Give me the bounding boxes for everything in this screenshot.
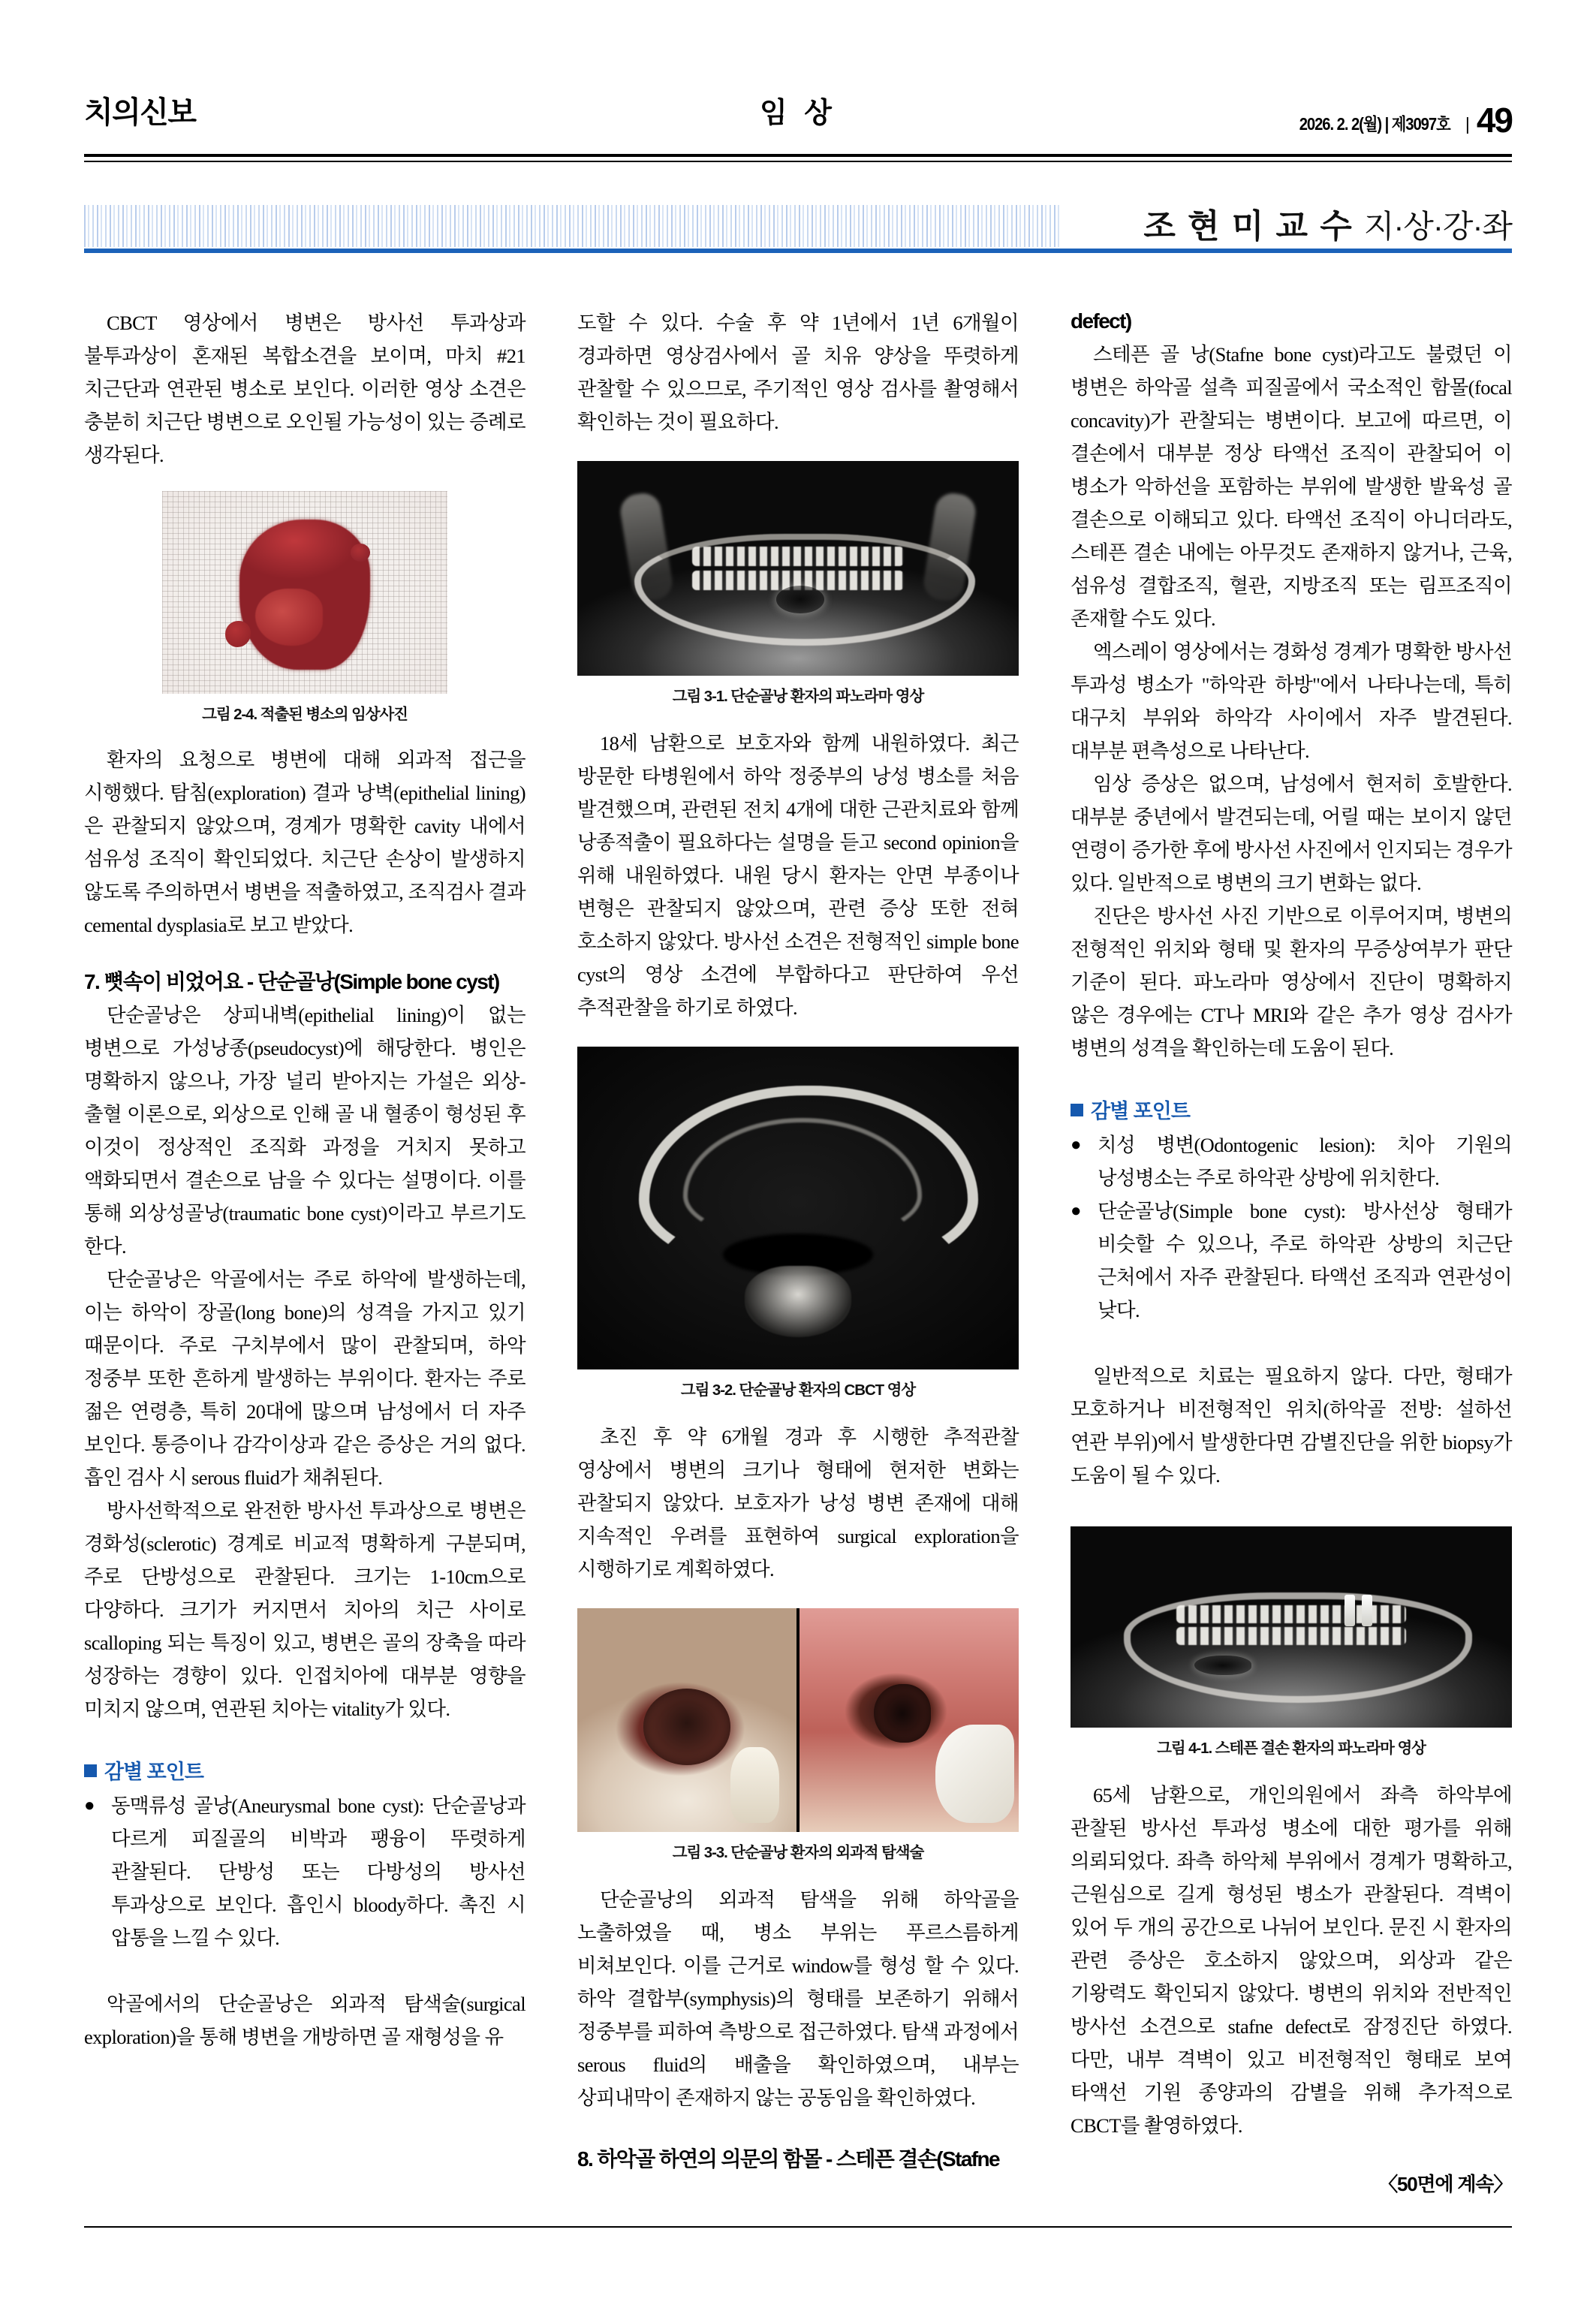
paragraph: 엑스레이 영상에서는 경화성 경계가 명확한 방사선 투과성 병소가 "하악관 하방"에서 나타나는데, 특히 대구치 부위와 하악각 사이에서 자주 발견된다. 대부분 편측성으로 나타난다. (1071, 640, 1512, 762)
radiolucent-lesion (776, 586, 825, 613)
differential-points-list (84, 1789, 525, 1954)
paragraph: CBCT 영상에서 병변은 방사선 투과상과 불투과상이 혼재된 복합소견을 보이며, 마치 #21 치근단과 연관된 병소로 보인다. 이러한 영상 소견은 충분히 치근단 병변으로 오인될 가능성이 있는 증례로 생각된다. (84, 312, 525, 466)
column-1 (84, 306, 525, 2198)
surgical-photo-right (800, 1608, 1019, 1832)
maxillary-teeth-row (692, 547, 904, 566)
figure-2-4 (84, 491, 525, 724)
figure-caption: 그림 2-4. 적출된 병소의 임상사진 (202, 706, 408, 723)
paragraph: 진단은 방사선 사진 기반으로 이루어지며, 병변의 전형적인 위치와 형태 및 환자의 무증상여부가 판단 기준이 된다. 파노라마 영상에서 진단이 명확하지 않은 경우에는 CT나 MRI와 같은 추가 영상 검사가 병변의 성격을 확인하는데 도움이 된다. (1071, 905, 1512, 1059)
series-band-title (1143, 199, 1512, 247)
list-item-text: 치성 병변(Odontogenic lesion): 치아 기원의 낭성병소는 주로 하악관 상방에 위치한다. (1098, 1134, 1512, 1189)
disc-bullet-icon: ● (84, 1796, 95, 1815)
dental-implant-2 (1362, 1595, 1372, 1626)
cbct-axial-image (577, 1047, 1019, 1369)
paragraph: 65세 남환으로, 개인의원에서 좌측 하악부에 관찰된 방사선 투과성 병소에 대한 평가를 위해 의뢰되었다. 좌측 하악체 부위에서 경계가 명확하고, 근원심으로 길게 형성된 병소가 관찰된다. 격벽이 있어 두 개의 공간으로 나뉘어 보인다. 문진 시 환자의 관련 증상은 호소하지 않았으며, 외상과 같은 기왕력도 확인되지 않았다. 병변의 위치와 전반적인 방사선 소견으로 stafne defect로 잠정진단 하였다. 다만, 내부 격벽이 있고 비전형적인 형태로 보여 타액선 기원 종양과의 감별을 위해 추가적으로 CBCT를 촬영하였다. (1071, 1784, 1512, 2137)
figure-4-1 (1071, 1526, 1512, 1758)
figure-3-2 (577, 1047, 1019, 1400)
dental-implant-1 (1345, 1595, 1355, 1626)
surgical-photo-left (577, 1608, 796, 1832)
mandibular-teeth-row (1176, 1627, 1406, 1645)
paragraph: 단순골낭의 외과적 탐색을 위해 하악골을 노출하였을 때, 병소 부위는 푸르스름하게 비쳐보인다. 이를 근거로 window를 형성 할 수 있다. 하악 결합부(symphysis)의 형태를 보존하기 위해서 정중부를 피하여 측방으로 접근하였다. 탐색 과정에서 serous fluid의 배출을 확인하였으며, 내부는 상피내막이 존재하지 않는 공동임을 확인하였다. (577, 1888, 1019, 2109)
series-band (84, 199, 1512, 253)
section-heading-8-continued: defect) (1071, 309, 1131, 333)
section-heading-8: 8. 하악골 하연의 의문의 함몰 - 스테픈 결손(Stafne (577, 2147, 999, 2171)
disc-bullet-icon: ● (1071, 1201, 1081, 1221)
paragraph: 환자의 요청으로 병변에 대해 외과적 접근을 시행했다. 탐침(exploration) 결과 낭벽(epithelial lining)은 관찰되지 않았으며, 경계가 명확한 cavity 내에서 섬유성 조직이 확인되었다. 치근단 손상이 발생하지 않도록 주의하면서 병변을 적출하였고, 조직검사 결과 cemental dysplasia로 보고 받았다. (84, 749, 525, 936)
panoramic-radiograph-stafne-defect (1071, 1526, 1512, 1728)
masthead-rule-thick (84, 154, 1512, 157)
paragraph: 도할 수 있다. 수술 후 약 1년에서 1년 6개월이 경과하면 영상검사에서 골 치유 양상을 뚜렷하게 관찰할 수 있으므로, 주기적인 영상 검사를 촬영해서 확인하는 것이 필요하다. (577, 312, 1019, 433)
paragraph: 단순골낭은 악골에서는 주로 하악에 발생하는데, 이는 하악이 장골(long bone)의 성격을 가지고 있기 때문이다. 주로 구치부에서 많이 관찰되며, 하악 정중부 또한 흔하게 발생하는 부위이다. 환자는 주로 젊은 연령층, 특히 20대에 많으며 남성에서 더 자주 보인다. 통증이나 감각이상과 같은 증상은 거의 없다. 흡인 검사 시 serous fluid가 채취된다. (84, 1268, 525, 1489)
continued-note: 〈50면에 계속〉 (1378, 2173, 1512, 2195)
figure-caption: 그림 3-3. 단순골낭 환자의 외과적 탐색술 (672, 1844, 924, 1861)
stafne-defect-radiolucency (1194, 1656, 1251, 1676)
list-item (1071, 1195, 1512, 1327)
masthead (84, 98, 1512, 159)
figure-caption: 그림 3-1. 단순골낭 환자의 파노라마 영상 (672, 688, 924, 705)
paragraph: 초진 후 약 6개월 경과 후 시행한 추적관찰 영상에서 병변의 크기나 형태에 현저한 변화는 관찰되지 않았다. 보호자가 낭성 병변 존재에 대해 지속적인 우려를 표현하여 surgical exploration을 시행하기로 계획하였다. (577, 1426, 1019, 1580)
article-columns (84, 306, 1512, 2198)
clinical-specimen-photo (162, 491, 447, 694)
column-3 (1071, 306, 1512, 2198)
paragraph: 악골에서의 단순골낭은 외과적 탐색술(surgical exploration)을 통해 병변을 개방하면 골 재형성을 유 (84, 1993, 525, 2048)
list-item-text: 동맥류성 골낭(Aneurysmal bone cyst): 단순골낭과 다르게 피질골의 비박과 팽융이 뚜렷하게 관찰된다. 단방성 또는 다방성의 방사선 투과상으로 보인다. 흡인시 bloody하다. 촉진 시 압통을 느낄 수 있다. (111, 1794, 525, 1949)
square-bullet-icon (84, 1764, 97, 1777)
bony-window (874, 1684, 931, 1742)
disc-bullet-icon: ● (1071, 1135, 1081, 1155)
publication-title: 치의신보 (84, 96, 196, 129)
series-label: 지·상·강·좌 (1363, 209, 1512, 244)
footer-rule (84, 2226, 1512, 2228)
list-item (1071, 1128, 1512, 1195)
series-band-underline (84, 249, 1512, 253)
column-2 (577, 306, 1019, 2198)
paragraph: 방사선학적으로 완전한 방사선 투과상으로 병변은 경화성(sclerotic) 경계로 비교적 명확하게 구분되며, 주로 단방성으로 관찰된다. 크기는 1-10cm으로 다양하다. 크기가 커지면서 치아의 치근 사이로 scalloping 되는 특징이 있고, 병변은 골의 장축을 따라 성장하는 경향이 있다. 인접치아에 대부분 영향을 미치지 않으며, 연관된 치아는 vitality가 있다. (84, 1499, 525, 1720)
differential-points-label: 감별 포인트 (1091, 1100, 1190, 1122)
paragraph: 일반적으로 치료는 필요하지 않다. 다만, 형태가 모호하거나 비전형적인 위치(하악골 전방: 설하선 연관 부위)에서 발생한다면 감별진단을 위한 biopsy가 도움이 될 수 있다. (1071, 1365, 1512, 1487)
masthead-meta (1289, 101, 1512, 140)
panoramic-radiograph-simple-bone-cyst (577, 461, 1019, 676)
paragraph: 단순골낭은 상피내벽(epithelial lining)이 없는 병변으로 가성낭종(pseudocyst)에 해당한다. 병인은 명확하지 않으나, 가장 널리 받아지는 가설은 외상-출혈 이론으로, 외상으로 인해 골 내 혈종이 형성된 후 이것이 정상적인 조직화 과정을 거치지 못하고 액화되면서 결손으로 남을 수 있다는 설명이다. 이를 통해 외상성골낭(traumatic bone cyst)이라고 부르기도 한다. (84, 1004, 525, 1258)
cervical-vertebra (745, 1266, 851, 1337)
series-author: 조 현 미 교 수 (1143, 208, 1354, 245)
blood-spot-1 (225, 621, 251, 647)
paragraph: 18세 남환으로 보호자와 함께 내원하였다. 최근 방문한 타병원에서 하악 정중부의 낭성 병소를 처음 발견했으며, 관련된 전치 4개에 대한 근관치료와 함께 낭종적출이 필요하다는 설명을 듣고 second opinion을 위해 내원하였다. 내원 당시 환자는 안면 부종이나 변형은 관찰되지 않았으며, 관련 증상 또한 전혀 호소하지 않았다. 방사선 소견은 전형적인 simple bone cyst의 영상 소견에 부합하다고 판단하여 우선 추적관찰을 하기로 하였다. (577, 732, 1019, 1019)
square-bullet-icon (1071, 1104, 1083, 1116)
differential-points-heading (84, 1755, 525, 1785)
surgical-retractor (935, 1725, 1014, 1823)
paragraph: 스테픈 골 낭(Stafne bone cyst)라고도 불렸던 이 병변은 하악골 설측 피질골에서 국소적인 함몰(focal concavity)가 관찰되는 병변이다. 보고에 따르면, 이 결손에서 대부분 정상 타액선 조직이 관찰되어 이 병소가 악하선을 포함하는 부위에 발생한 발육성 골 결손으로 이해되고 있다. 타액선 조직이 아니더라도, 스테픈 결손 내에는 아무것도 존재하지 않거나, 근육, 섬유성 결합조직, 혈관, 지방조직 또는 림프조직이 존재할 수도 있다. (1071, 343, 1512, 630)
issue-info: 2026. 2. 2(월) | 제3097호 (1299, 114, 1450, 134)
surgical-exploration-photos (577, 1608, 1019, 1832)
masthead-separator: | (1465, 114, 1470, 134)
exposed-tooth (730, 1747, 778, 1823)
section-title: 임 상 (760, 98, 836, 129)
differential-points-label: 감별 포인트 (104, 1761, 203, 1783)
masthead-rule-thin (84, 161, 1512, 162)
page-number: 49 (1476, 101, 1512, 140)
figure-3-1 (577, 461, 1019, 706)
figure-caption: 그림 4-1. 스테픈 결손 환자의 파노라마 영상 (1157, 1740, 1426, 1757)
differential-points-heading (1071, 1095, 1512, 1124)
figure-caption: 그림 3-2. 단순골낭 환자의 CBCT 영상 (680, 1381, 916, 1399)
differential-points-list (1071, 1128, 1512, 1327)
excised-lesion-shape (239, 520, 371, 670)
bone-cavity (643, 1689, 731, 1764)
figure-3-3 (577, 1608, 1019, 1862)
section-heading-7: 7. 뼛속이 비었어요 - 단순골낭(Simple bone cyst) (84, 970, 499, 993)
barcode-stripe-decoration (84, 205, 1060, 247)
list-item (84, 1789, 525, 1954)
list-item-text: 단순골낭(Simple bone cyst): 방사선상 형태가 비슷할 수 있으나, 주로 하악관 상방의 치근단 근처에서 자주 관찰된다. 타액선 조직과 연관성이 낮다. (1098, 1200, 1512, 1321)
paragraph: 임상 증상은 없으며, 남성에서 현저히 호발한다. 대부분 중년에서 발견되는데, 어릴 때는 보이지 않던 연령이 증가한 후에 방사선 사진에서 인지되는 경우가 있다. 일반적으로 병변의 크기 변화는 없다. (1071, 773, 1512, 894)
